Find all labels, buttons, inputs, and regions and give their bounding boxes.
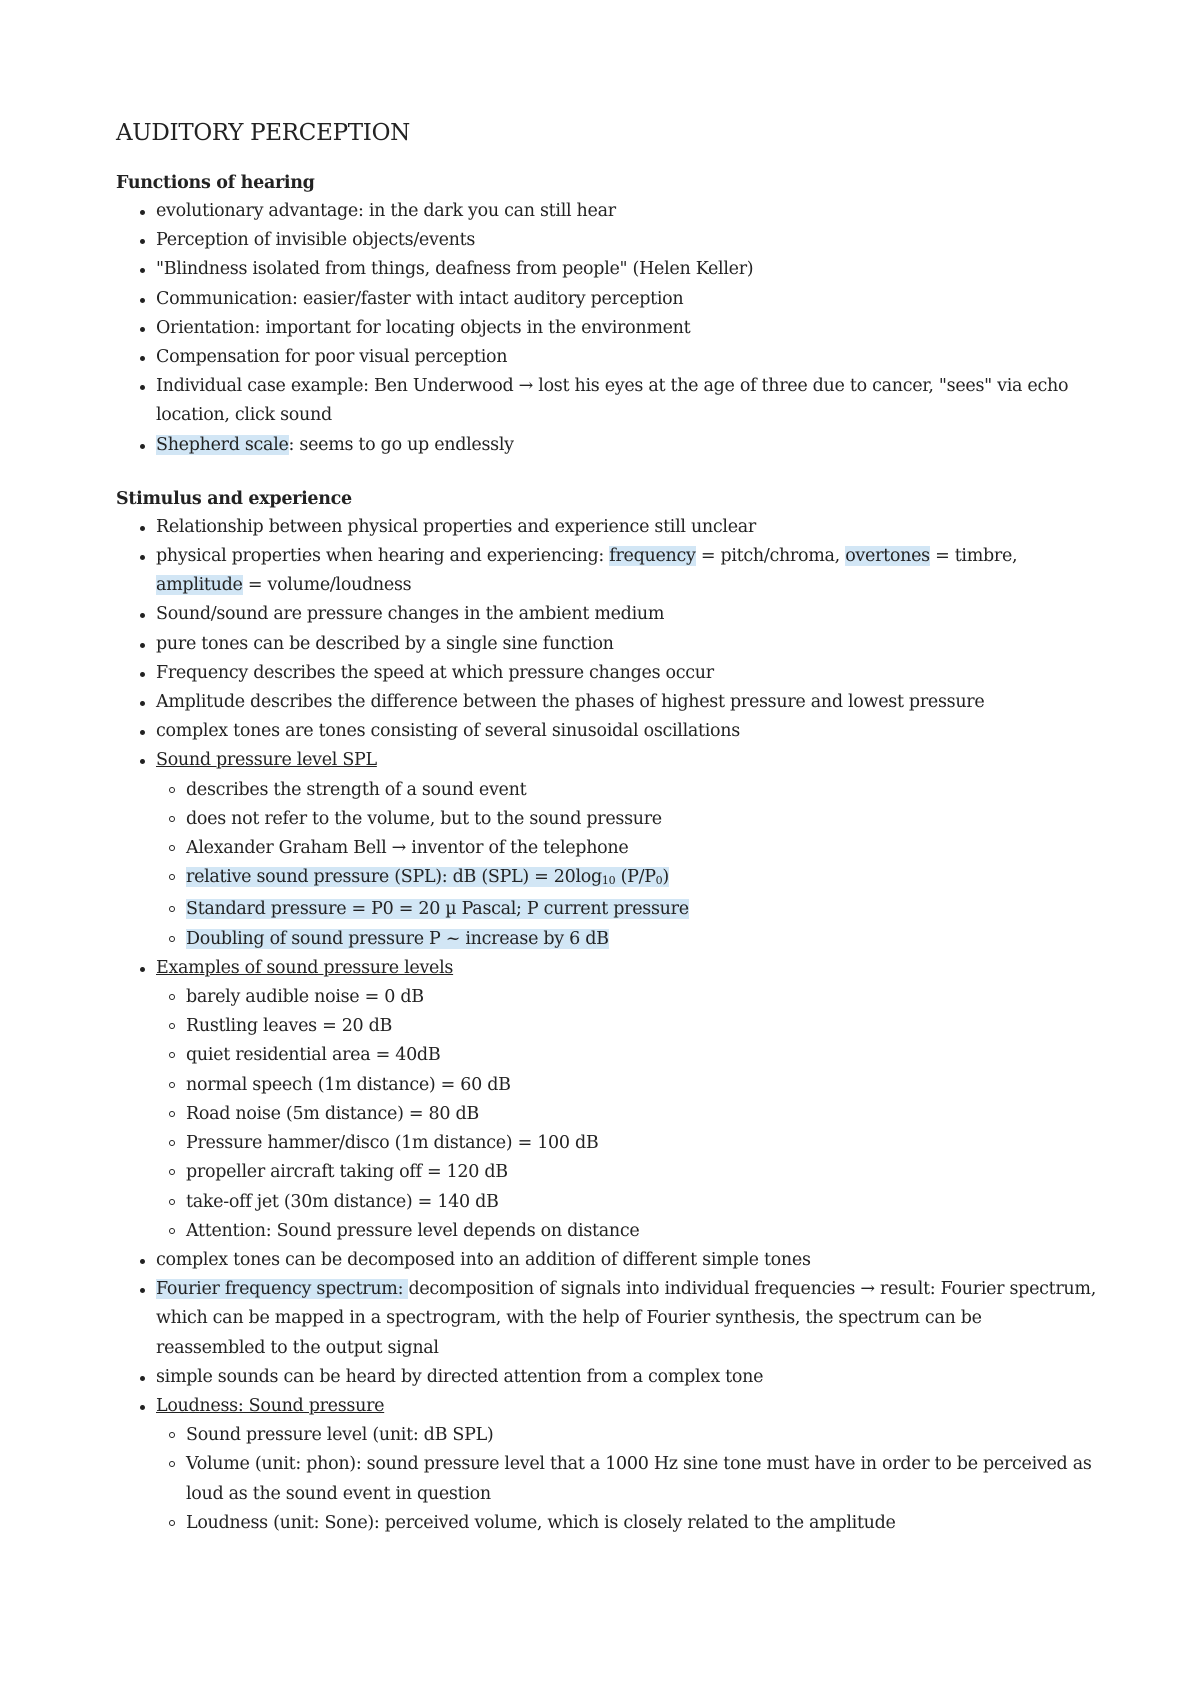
highlight-standard-pressure: Standard pressure = P0 = 20 µ Pascal; P current pressure (186, 899, 689, 920)
section-heading-stimulus: Stimulus and experience (116, 488, 352, 509)
list-item: "Blindness isolated from things, deafness from people" (Helen Keller) (116, 255, 1096, 284)
highlight-overtones: overtones (845, 546, 930, 567)
highlight-fourier: Fourier frequency spectrum: (156, 1279, 409, 1300)
fourier-text: decomposition of signals into individual frequencies → result: Fourier spectrum, which can be mapped in a spectrogram, with the help of Fourier synthesis, the spectrum can be reassembled to the output signal (156, 1279, 1096, 1358)
list-item-loudness (116, 1392, 1096, 1421)
list-item: Amplitude describes the difference between the phases of highest pressure and lowest pressure (116, 688, 1096, 717)
list-item: Individual case example: Ben Underwood → lost his eyes at the age of three due to cancer, "sees" via echo location, click sound (116, 372, 1096, 430)
examples-label: Examples of sound pressure levels (156, 957, 454, 978)
list-item-examples (116, 954, 1096, 983)
list-item-fourier (116, 1275, 1096, 1363)
props-text: = volume/loudness (242, 575, 412, 596)
formula-text: relative sound pressure (SPL): dB (SPL) = 20log (186, 867, 602, 888)
list-item-shepherd (116, 431, 1096, 460)
highlight-amplitude: amplitude (156, 575, 243, 596)
sub-list-item-formula (116, 863, 1096, 895)
list-item: complex tones are tones consisting of several sinusoidal oscillations (116, 717, 1096, 746)
formula-subscript: 10 (601, 874, 616, 888)
props-text: = timbre, (929, 546, 1018, 567)
section-heading-functions: Functions of hearing (116, 173, 315, 193)
sub-list-item: Volume (unit: phon): sound pressure level that a 1000 Hz sine tone must have in order to be perceived as loud as the sound event in question (116, 1450, 1096, 1508)
sub-list-item: take-off jet (30m distance) = 140 dB (116, 1188, 1096, 1217)
formula-subscript: 0 (655, 874, 663, 888)
list-item: Orientation: important for locating objects in the environment (116, 314, 1096, 343)
sub-list-item: normal speech (1m distance) = 60 dB (116, 1071, 1096, 1100)
stimulus-list (116, 513, 1096, 1538)
sub-list-item: Attention: Sound pressure level depends on distance (116, 1217, 1096, 1246)
props-text: = pitch/chroma, (695, 546, 846, 567)
list-item: Communication: easier/faster with intact auditory perception (116, 285, 1096, 314)
sub-list-item: barely audible noise = 0 dB (116, 983, 1096, 1012)
functions-list (116, 197, 1096, 460)
list-item: complex tones can be decomposed into an addition of different simple tones (116, 1246, 1096, 1275)
highlight-frequency: frequency (609, 546, 696, 567)
list-item: Sound/sound are pressure changes in the ambient medium (116, 600, 1096, 629)
sub-list-item: Sound pressure level (unit: dB SPL) (116, 1421, 1096, 1450)
formula-text: (P/P (615, 867, 656, 888)
highlight-formula (186, 867, 669, 887)
list-item: Frequency describes the speed at which pressure changes occur (116, 659, 1096, 688)
formula-text: ) (662, 867, 669, 888)
shepherd-text: : seems to go up endlessly (288, 434, 514, 455)
document-content (116, 117, 1096, 1538)
sub-list-item: does not refer to the volume, but to the sound pressure (116, 805, 1096, 834)
sub-list-item: describes the strength of a sound event (116, 776, 1096, 805)
sub-list-item: quiet residential area = 40dB (116, 1041, 1096, 1070)
highlight-doubling: Doubling of sound pressure P ~ increase by 6 dB (186, 928, 609, 949)
list-item: Compensation for poor visual perception (116, 343, 1096, 372)
sub-list-item: Alexander Graham Bell → inventor of the telephone (116, 834, 1096, 863)
loudness-label: Loudness: Sound pressure (156, 1395, 385, 1416)
list-item-properties (116, 542, 1096, 600)
document-title: AUDITORY PERCEPTION (116, 120, 410, 146)
sub-list-item: Rustling leaves = 20 dB (116, 1012, 1096, 1041)
list-item: Relationship between physical properties and experience still unclear (116, 513, 1096, 542)
sub-list-item-standard (116, 895, 1096, 924)
sub-list-item: Loudness (unit: Sone): perceived volume, which is closely related to the amplitude (116, 1509, 1096, 1538)
list-item: Perception of invisible objects/events (116, 226, 1096, 255)
list-item: pure tones can be described by a single sine function (116, 630, 1096, 659)
sub-list-item: Road noise (5m distance) = 80 dB (116, 1100, 1096, 1129)
sub-list-item: Pressure hammer/disco (1m distance) = 100 dB (116, 1129, 1096, 1158)
spl-label: Sound pressure level SPL (156, 750, 377, 771)
highlight-shepherd-scale: Shepherd scale (156, 434, 289, 455)
props-text: physical properties when hearing and experiencing: (156, 546, 610, 567)
list-item: evolutionary advantage: in the dark you can still hear (116, 197, 1096, 226)
sub-list-item: propeller aircraft taking off = 120 dB (116, 1158, 1096, 1187)
list-item: simple sounds can be heard by directed attention from a complex tone (116, 1363, 1096, 1392)
sub-list-item-doubling (116, 925, 1096, 954)
list-item-spl (116, 746, 1096, 775)
